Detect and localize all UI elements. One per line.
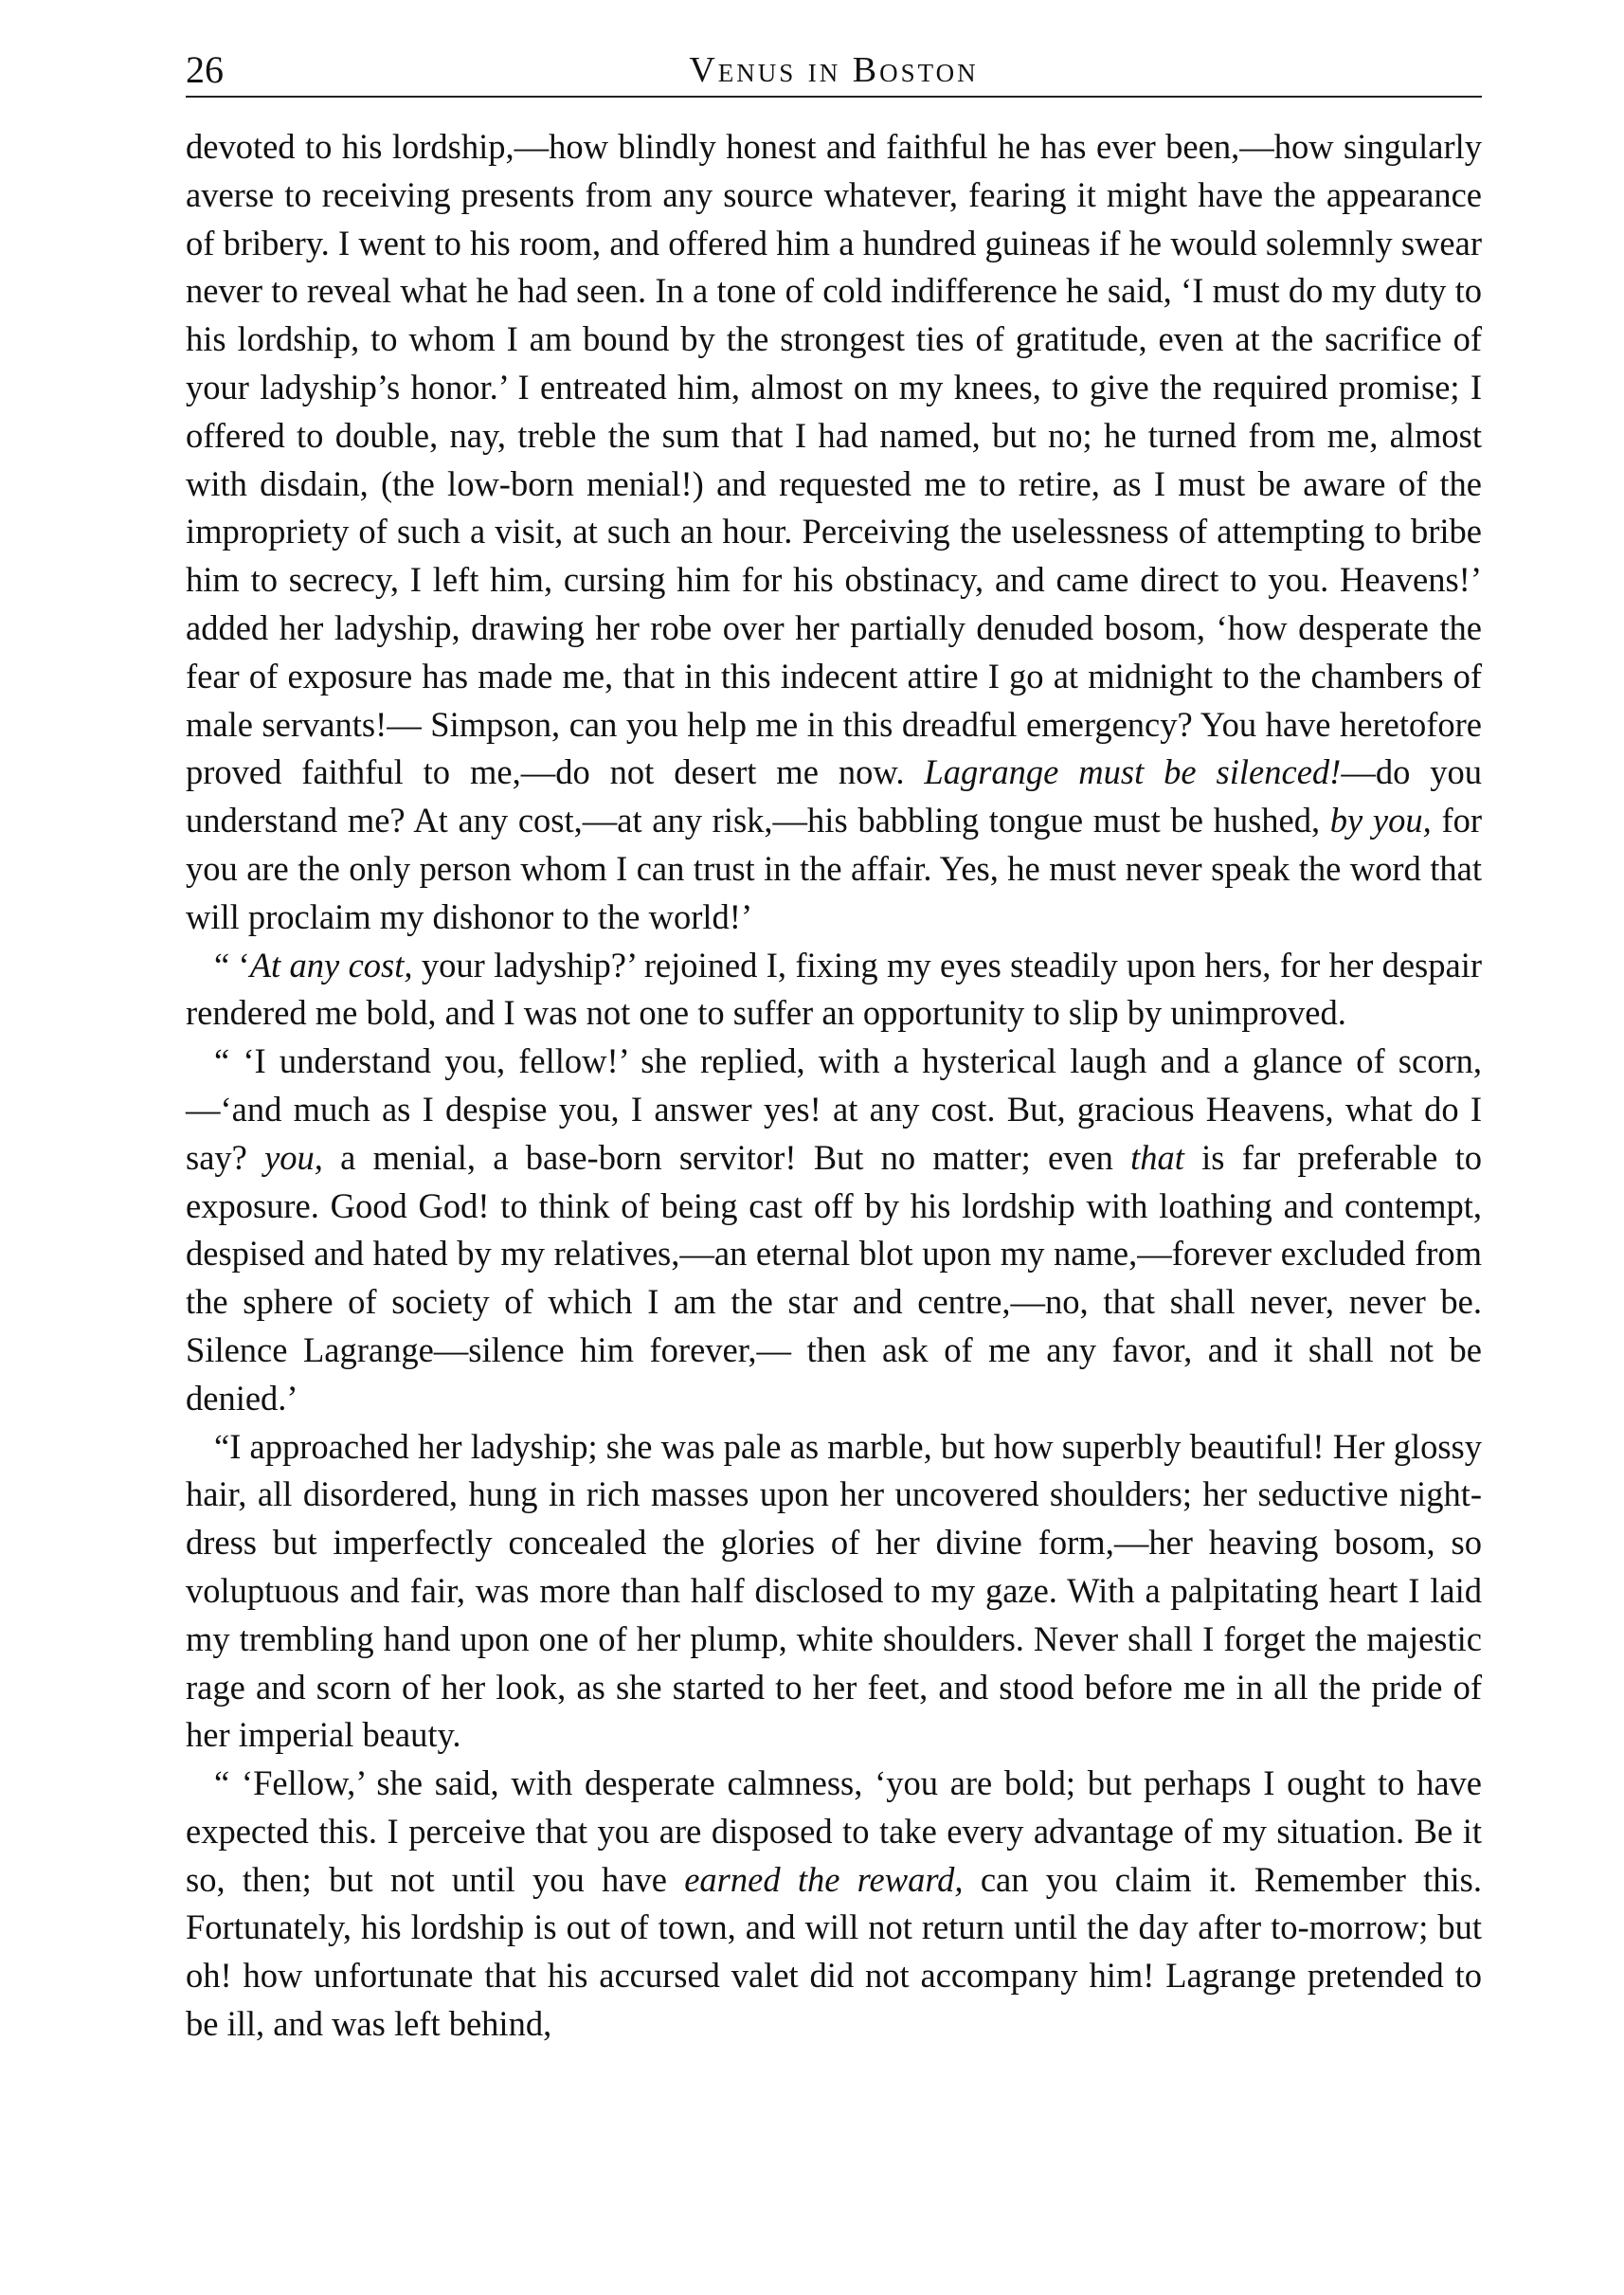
text-run: —do you understand me? At any cost,—at any risk,—his babbling tongue must be hushed, <box>186 752 1482 840</box>
text-run: “I approached her ladyship; she was pale as marble, but how superbly beautiful! Her glossy hair, all disordered, hung in rich masses upon her uncovered shoulders; her seductive night-dress but imperfectly concealed the glories of her divine form,—her heaving bosom, so voluptuous and fair, was more than half disclosed to my gaze. With a palpitating heart I laid my trembling hand upon one of her plump, white shoulders. Never shall I forget the majestic rage and scorn of her look, as she started to her feet, and stood before me in all the pride of her imperial beauty. <box>186 1426 1482 1755</box>
text-run: your ladyship?’ rejoined I, fixing my eyes steadily upon hers, for her despair rendered me bold, and I was not one to suffer an opportunity to slip by unimproved. <box>186 945 1482 1033</box>
paragraph <box>186 1038 1482 1422</box>
paragraph <box>186 1423 1482 1761</box>
text-run: is far preferable to exposure. Good God! to think of being cast off by his lordship with loathing and contempt, despised and hated by my relatives,—an eternal blot upon my name,—forever excluded from the sphere of society of which I am the star and centre,—no, that shall never, never be. Silence Lagrange—silence him forever,— then ask of me any favor, and it shall not be denied.’ <box>186 1137 1483 1418</box>
page-number: 26 <box>186 48 224 91</box>
italic-text: earned the reward, <box>684 1859 964 1899</box>
italic-text: Lagrange must be silenced! <box>924 752 1342 792</box>
italic-text: that <box>1130 1137 1184 1177</box>
page-header <box>186 47 1482 93</box>
italic-text: by you, <box>1329 801 1432 840</box>
text-run: “ ‘I understand you, fellow!’ she replied, with a hysterical laugh and a glance of scorn,—‘and much as I despise you, I answer yes! at any cost. But, gracious Heavens, what do I say? <box>186 1041 1482 1177</box>
text-run: devoted to his lordship,—how blindly honest and faithful he has ever been,—how singularly averse to receiving presents from any source whatever, fearing it might have the appearance of bribery. I went to his room, and offered him a hundred guineas if he would solemnly swear never to reveal what he had seen. In a tone of cold indifference he said, ‘I must do my duty to his lordship, to whom I am bound by the strongest ties of gratitude, even at the sacrifice of your ladyship’s honor.’ I entreated him, almost on my knees, to give the required promise; I offered to double, nay, treble the sum that I had named, but no; he turned from me, almost with disdain, (the low-born menial!) and requested me to retire, as I must be aware of the impropriety of such a visit, at such an hour. Perceiving the uselessness of attempting to bribe him to secrecy, I left him, cursing him for his obstinacy, and came direct to you. Heavens!’ added her ladyship, drawing her robe over her partially denuded bosom, ‘how desperate the fear of exposure has made me, that in this indecent attire I go at midnight to the chambers of male servants!— Simpson, can you help me in this dreadful emergency? You have heretofore proved faithful to me,—do not desert me now. <box>186 127 1482 792</box>
text-run: a menial, a base-born servitor! But no matter; even <box>322 1137 1131 1177</box>
text-run: “ ‘Fellow,’ she said, with desperate calmness, ‘you are bold; but perhaps I ought to have expected this. I perceive that you are disposed to take every advantage of my situation. Be it so, then; but not until you have <box>186 1763 1482 1899</box>
italic-text: you, <box>264 1137 323 1177</box>
paragraph <box>186 1760 1482 2049</box>
text-run: “ ‘ <box>214 945 250 985</box>
italic-text: At any cost, <box>249 945 413 985</box>
paragraph <box>186 123 1482 942</box>
running-head: Venus in Boston <box>689 50 979 90</box>
header-rule <box>186 96 1482 98</box>
body-text <box>186 123 1482 2049</box>
text-run: for you are the only person whom I can trust in the affair. Yes, he must never speak the word that will proclaim my dishonor to the world!’ <box>186 801 1483 936</box>
text-run: can you claim it. Remember this. Fortunately, his lordship is out of town, and will not return until the day after to-morrow; but oh! how unfortunate that his accursed valet did not accompany him! Lagrange pretended to be ill, and was left behind, <box>186 1859 1482 2044</box>
paragraph <box>186 942 1482 1039</box>
